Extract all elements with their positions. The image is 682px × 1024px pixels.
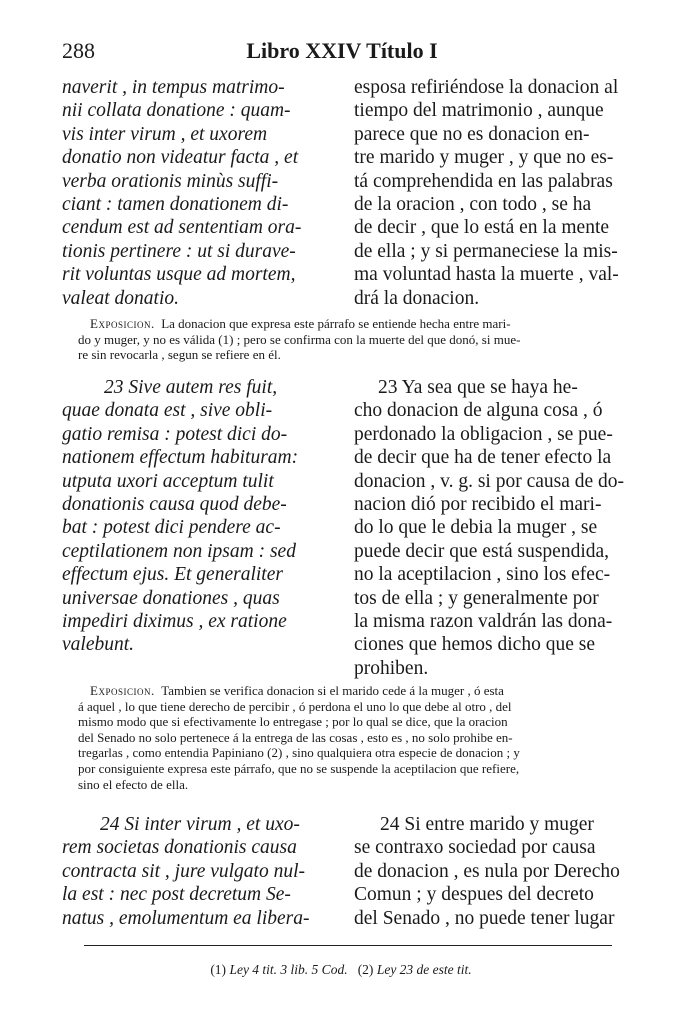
spanish-line: puede decir que está suspendida, [354, 540, 610, 562]
latin-line: naverit , in tempus matrimo- [62, 77, 285, 98]
exposition-1-body [78, 332, 520, 363]
spanish-line: donacion , v. g. si por causa de do- [354, 470, 625, 492]
footnote-2-marker: (2) [357, 962, 374, 977]
spanish-line: do lo que le debia la muger , se [354, 517, 598, 539]
spanish-line: de ella ; y si permaneciese la mis- [354, 240, 618, 262]
latin-line: donationis causa quod debe- [62, 493, 287, 515]
spanish-line: perdonado la obligacion , se pue- [354, 423, 613, 445]
exposition-text: La donacion que expresa este párrafo se entiende hecha entre mari- [161, 316, 511, 331]
spanish-column-block-3 [354, 813, 620, 930]
spanish-line: ciones que hemos dicho que se [354, 634, 595, 656]
spanish-line: la misma razon valdrán las dona- [354, 610, 613, 632]
exposition-line: sino el efecto de ella. [78, 776, 189, 792]
exposition-label: Exposicion. [90, 683, 155, 698]
spanish-line: no la aceptilacion , sino los efec- [354, 564, 611, 586]
latin-line: impediri diximus , ex ratione [62, 610, 287, 632]
page-number: 288 [62, 38, 95, 63]
exposition-2-body [78, 699, 520, 793]
latin-line: valeat donatio. [62, 287, 179, 309]
spanish-line: del Senado , no puede tener lugar [354, 907, 615, 929]
footnote-2-text: Ley 23 de este tit. [376, 962, 472, 977]
spanish-line: de donacion , es nula por Derecho [354, 860, 620, 882]
spanish-line: drá la donacion. [354, 287, 480, 309]
latin-line: 23 Sive autem res fuit, [104, 377, 278, 398]
exposition-line: mismo modo que si efectivamente lo entregase ; por lo qual se dice, que la oracion [78, 714, 508, 730]
spanish-line: nacion dió por recibido el mari- [354, 493, 602, 515]
latin-line: valebunt. [62, 634, 135, 656]
latin-line: gatio remisa : potest dici do- [62, 423, 288, 445]
footnote-1-marker: (1) [210, 962, 227, 977]
latin-line: tionis pertinere : ut si durave- [62, 240, 296, 262]
exposition-2 [90, 683, 504, 699]
latin-line: verba orationis minùs suffi- [62, 170, 279, 192]
spanish-column-block-1 [354, 76, 619, 310]
exposition-line: á aquel , lo que tiene derecho de percibir , ó perdona el uno lo que debe al otro , del [78, 698, 512, 714]
spanish-line: Comun ; y despues del decreto [354, 884, 594, 906]
exposition-line: tregarlas , como entendia Papiniano (2) , sino qualquiera otra especie de donacion ; y [78, 745, 520, 761]
latin-line: rit voluntas usque ad mortem, [62, 264, 296, 286]
exposition-line: por consiguiente expresa este párrafo, que no se suspende la aceptilacion que refiere, [78, 760, 520, 776]
spanish-line: 23 Ya sea que se haya he- [378, 377, 578, 398]
spanish-line: tiempo del matrimonio , aunque [354, 100, 604, 122]
latin-line: la est : nec post decretum Se- [62, 884, 291, 906]
latin-line: universae donationes , quas [62, 587, 280, 609]
latin-line: nationem effectum habituram: [62, 447, 299, 469]
latin-line: effectum ejus. Et generaliter [62, 564, 283, 586]
spanish-line: de la oracion , con todo , se ha [354, 193, 592, 215]
latin-line: 24 Si inter virum , et uxo- [100, 814, 300, 835]
spanish-line: tá comprehendida en las palabras [354, 170, 613, 192]
spanish-column-block-2 [354, 376, 624, 680]
exposition-line: do y muger, y no es válida (1) ; pero se confirma con la muerte del que donó, si mue- [78, 331, 521, 347]
page-header [62, 38, 622, 68]
exposition-1 [90, 316, 511, 332]
latin-line: ciant : tamen donationem di- [62, 193, 289, 215]
spanish-line: parece que no es donacion en- [354, 123, 590, 145]
latin-line: vis inter virum , et uxorem [62, 123, 268, 145]
latin-line: donatio non videatur facta , et [62, 147, 299, 169]
spanish-line: 24 Si entre marido y muger [380, 814, 594, 835]
latin-line: ceptilationem non ipsam : sed [62, 540, 296, 562]
latin-column-block-1 [62, 76, 301, 310]
latin-column-block-2 [62, 376, 298, 657]
spanish-line: prohiben. [354, 657, 429, 679]
footnotes [0, 962, 682, 978]
latin-line: contracta sit , jure vulgato nul- [62, 860, 305, 882]
spanish-line: tos de ella ; y generalmente por [354, 587, 599, 609]
running-title: Libro XXIV Título I [246, 38, 438, 63]
spanish-line: se contraxo sociedad por causa [354, 837, 596, 859]
exposition-line: del Senado no solo pertenece á la entrega de las cosas , esto es , no solo prohibe en- [78, 729, 513, 745]
spanish-line: de decir , que lo está en la mente [354, 217, 610, 239]
exposition-label: Exposicion. [90, 316, 155, 331]
exposition-line: re sin revocarla , segun se refiere en él. [78, 347, 281, 363]
spanish-line: de decir que ha de tener efecto la [354, 447, 612, 469]
latin-line: natus , emolumentum ea libera- [62, 907, 310, 929]
spanish-line: cho donacion de alguna cosa , ó [354, 400, 603, 422]
spanish-line: tre marido y muger , y que no es- [354, 147, 614, 169]
latin-column-block-3 [62, 813, 310, 930]
latin-line: nii collata donatione : quam- [62, 100, 291, 122]
latin-line: rem societas donationis causa [62, 837, 297, 859]
latin-line: quae donata est , sive obli- [62, 400, 273, 422]
latin-line: bat : potest dici pendere ac- [62, 517, 281, 539]
latin-line: utputa uxori acceptum tulit [62, 470, 274, 492]
exposition-text: Tambien se verifica donacion si el marido cede á la muger , ó esta [161, 683, 504, 698]
latin-line: cendum est ad sententiam ora- [62, 217, 302, 239]
spanish-line: esposa refiriéndose la donacion al [354, 77, 619, 98]
footnote-1-text: Ley 4 tit. 3 lib. 5 Cod. [229, 962, 348, 977]
spanish-line: ma voluntad hasta la muerte , val- [354, 264, 619, 286]
footnote-divider [84, 945, 612, 946]
